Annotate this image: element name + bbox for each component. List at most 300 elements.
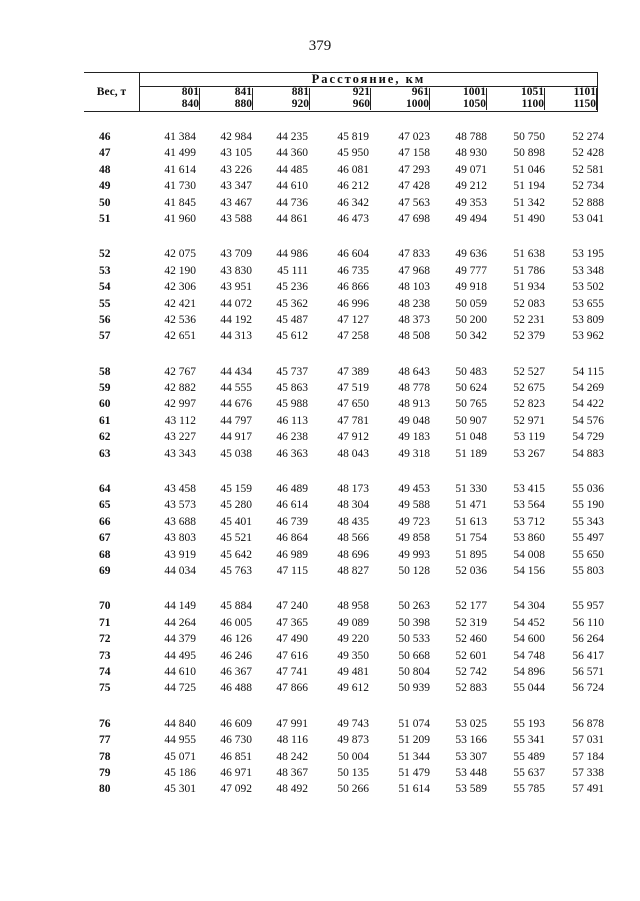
value-cell: 47 258: [337, 330, 369, 343]
value-cell: 52 527: [513, 365, 545, 378]
value-cell: 43 458: [164, 483, 196, 496]
weight-cell: 77: [99, 734, 111, 747]
range-to: 920: [291, 98, 309, 110]
value-cell: 49 993: [398, 548, 430, 561]
range-to: 1150: [573, 98, 596, 110]
value-cell: 49 636: [455, 248, 487, 261]
value-cell: 53 962: [572, 330, 604, 343]
value-cell: 47 092: [220, 783, 252, 796]
value-cell: 45 642: [220, 548, 252, 561]
page-number: 379: [308, 38, 332, 54]
value-cell: 46 996: [337, 297, 369, 310]
value-cell: 47 293: [398, 163, 430, 176]
weight-cell: 65: [99, 499, 111, 512]
table-row: [84, 598, 604, 614]
value-cell: 44 072: [220, 297, 252, 310]
value-cell: 49 777: [455, 264, 487, 277]
value-cell: 54 156: [513, 564, 545, 577]
value-cell: 54 008: [513, 548, 545, 561]
table-row: [84, 547, 604, 563]
value-cell: 52 177: [455, 600, 487, 613]
weight-cell: 46: [99, 131, 111, 143]
distance-range-header: [545, 86, 597, 111]
value-cell: 50 135: [337, 766, 369, 779]
distance-range-header: [430, 86, 487, 111]
value-cell: 50 939: [398, 682, 430, 695]
value-cell: 52 888: [572, 196, 604, 209]
table-row: [84, 380, 604, 396]
value-cell: 50 263: [398, 600, 430, 613]
value-cell: 45 612: [276, 330, 308, 343]
range-to: 1100: [521, 98, 544, 110]
distance-range-header: [139, 86, 200, 111]
value-cell: 44 313: [220, 330, 252, 343]
range-from: 841: [234, 86, 252, 98]
value-cell: 46 489: [276, 483, 308, 496]
value-cell: 53 655: [572, 297, 604, 310]
value-cell: 43 919: [164, 548, 196, 561]
value-cell: 55 957: [572, 600, 604, 613]
value-cell: 46 971: [220, 766, 252, 779]
distance-range-header: [253, 86, 310, 111]
value-cell: 43 105: [220, 147, 252, 160]
value-cell: 48 367: [276, 766, 308, 779]
value-cell: 49 612: [337, 682, 369, 695]
value-cell: 42 306: [164, 281, 196, 294]
value-cell: 47 389: [337, 365, 369, 378]
value-cell: 41 845: [164, 196, 196, 209]
value-cell: 48 435: [337, 515, 369, 528]
value-cell: 54 115: [572, 365, 604, 378]
table-row: [84, 178, 604, 194]
value-cell: 50 004: [337, 750, 369, 763]
value-cell: 45 236: [276, 281, 308, 294]
value-cell: 46 342: [337, 196, 369, 209]
value-cell: 52 675: [513, 382, 545, 395]
value-cell: 43 226: [220, 163, 252, 176]
table-row: [84, 279, 604, 295]
value-cell: 50 483: [455, 365, 487, 378]
value-cell: 46 609: [220, 717, 252, 730]
value-cell: 48 043: [337, 447, 369, 460]
value-cell: 49 588: [398, 499, 430, 512]
value-cell: 52 274: [572, 131, 604, 143]
table-row: [84, 615, 604, 631]
table-row: [84, 413, 604, 429]
value-cell: 45 111: [277, 264, 308, 277]
value-cell: 53 041: [572, 212, 604, 225]
value-cell: 43 112: [164, 414, 196, 427]
value-cell: 51 934: [513, 281, 545, 294]
value-cell: 47 115: [276, 564, 308, 577]
weight-header: Вес, т: [96, 86, 127, 98]
value-cell: 54 422: [572, 398, 604, 411]
value-cell: 55 497: [572, 532, 604, 545]
value-cell: 45 038: [220, 447, 252, 460]
value-cell: 50 266: [337, 783, 369, 796]
weight-cell: 58: [99, 365, 111, 378]
value-cell: 47 519: [337, 382, 369, 395]
value-cell: 51 490: [513, 212, 545, 225]
value-cell: 54 883: [572, 447, 604, 460]
value-cell: 54 729: [572, 431, 604, 444]
value-cell: 47 912: [337, 431, 369, 444]
value-cell: 57 031: [572, 734, 604, 747]
table-row: [84, 162, 604, 178]
table-row: [84, 664, 604, 680]
table-row: [84, 145, 604, 161]
value-cell: 47 365: [276, 616, 308, 629]
value-cell: 47 866: [276, 682, 308, 695]
row-group: [84, 481, 604, 579]
value-cell: 44 986: [276, 248, 308, 261]
value-cell: 44 676: [220, 398, 252, 411]
value-cell: 44 149: [164, 600, 196, 613]
value-cell: 46 614: [276, 499, 308, 512]
range-from: 801: [181, 86, 199, 98]
value-cell: 48 566: [337, 532, 369, 545]
value-cell: 54 748: [513, 649, 545, 662]
value-cell: 46 126: [220, 633, 252, 646]
value-cell: 53 448: [455, 766, 487, 779]
table-row: [84, 246, 604, 262]
value-cell: 46 113: [276, 414, 308, 427]
value-cell: 47 698: [398, 212, 430, 225]
value-cell: 47 023: [398, 131, 430, 143]
value-cell: 44 797: [220, 414, 252, 427]
value-cell: 51 209: [398, 734, 430, 747]
value-cell: 53 809: [572, 313, 604, 326]
weight-cell: 73: [99, 649, 111, 662]
value-cell: 47 650: [337, 398, 369, 411]
value-cell: 52 428: [572, 147, 604, 160]
value-cell: 54 304: [513, 600, 545, 613]
weight-cell: 74: [99, 665, 111, 678]
value-cell: 46 730: [220, 734, 252, 747]
value-cell: 53 166: [455, 734, 487, 747]
value-cell: 45 863: [276, 382, 308, 395]
value-cell: 50 898: [513, 147, 545, 160]
value-cell: 51 895: [455, 548, 487, 561]
header-bottom-rule: [84, 111, 598, 112]
value-cell: 56 724: [572, 682, 604, 695]
value-cell: 49 723: [398, 515, 430, 528]
value-cell: 50 342: [455, 330, 487, 343]
value-cell: 43 803: [164, 532, 196, 545]
weight-cell: 54: [99, 281, 111, 294]
value-cell: 49 494: [455, 212, 487, 225]
value-cell: 50 533: [398, 633, 430, 646]
value-cell: 44 235: [276, 131, 308, 143]
weight-cell: 61: [99, 414, 111, 427]
value-cell: 56 110: [572, 616, 604, 629]
range-from: 961: [411, 86, 429, 98]
value-cell: 41 960: [164, 212, 196, 225]
value-cell: 56 571: [572, 665, 604, 678]
value-cell: 51 046: [513, 163, 545, 176]
value-cell: 45 737: [276, 365, 308, 378]
value-cell: 50 059: [455, 297, 487, 310]
weight-cell: 75: [99, 682, 111, 695]
value-cell: 42 997: [164, 398, 196, 411]
value-cell: 44 725: [164, 682, 196, 695]
value-cell: 55 785: [513, 783, 545, 796]
weight-cell: 70: [99, 600, 111, 613]
weight-cell: 53: [99, 264, 111, 277]
value-cell: 55 193: [513, 717, 545, 730]
value-cell: 47 127: [337, 313, 369, 326]
value-cell: 50 624: [455, 382, 487, 395]
value-cell: 45 301: [164, 783, 196, 796]
value-cell: 41 499: [164, 147, 196, 160]
value-cell: 44 555: [220, 382, 252, 395]
weight-cell: 50: [99, 196, 111, 209]
value-cell: 52 734: [572, 180, 604, 193]
value-cell: 53 195: [572, 248, 604, 261]
value-cell: 44 034: [164, 564, 196, 577]
table-body: [84, 129, 604, 817]
value-cell: 45 819: [337, 131, 369, 143]
value-cell: 53 712: [513, 515, 545, 528]
value-cell: 48 492: [276, 783, 308, 796]
table-row: [84, 195, 604, 211]
value-cell: 47 991: [276, 717, 308, 730]
value-cell: 53 589: [455, 783, 487, 796]
weight-cell: 59: [99, 382, 111, 395]
value-cell: 50 200: [455, 313, 487, 326]
value-cell: 51 786: [513, 264, 545, 277]
value-cell: 57 184: [572, 750, 604, 763]
value-cell: 49 220: [337, 633, 369, 646]
value-cell: 47 158: [398, 147, 430, 160]
value-cell: 48 238: [398, 297, 430, 310]
value-cell: 51 754: [455, 532, 487, 545]
value-cell: 45 763: [220, 564, 252, 577]
value-cell: 42 075: [164, 248, 196, 261]
weight-cell: 80: [99, 783, 111, 796]
value-cell: 55 036: [572, 483, 604, 496]
value-cell: 54 600: [513, 633, 545, 646]
weight-cell: 68: [99, 548, 111, 561]
value-cell: 55 343: [572, 515, 604, 528]
range-to: 840: [181, 98, 199, 110]
value-cell: 50 804: [398, 665, 430, 678]
value-cell: 43 573: [164, 499, 196, 512]
weight-cell: 56: [99, 313, 111, 326]
value-cell: 43 951: [220, 281, 252, 294]
table-row: [84, 312, 604, 328]
value-cell: 55 650: [572, 548, 604, 561]
value-cell: 46 005: [220, 616, 252, 629]
range-from: 921: [352, 86, 370, 98]
value-cell: 43 343: [164, 447, 196, 460]
distance-range-header: [487, 86, 545, 111]
table-row: [84, 129, 604, 145]
value-cell: 45 186: [164, 766, 196, 779]
value-cell: 55 341: [513, 734, 545, 747]
value-cell: 55 190: [572, 499, 604, 512]
value-cell: 44 434: [220, 365, 252, 378]
value-cell: 43 588: [220, 212, 252, 225]
value-cell: 45 071: [164, 750, 196, 763]
value-cell: 44 861: [276, 212, 308, 225]
range-to: 960: [352, 98, 370, 110]
value-cell: 42 767: [164, 365, 196, 378]
row-group: [84, 246, 604, 344]
table-row: [84, 263, 604, 279]
value-cell: 49 071: [455, 163, 487, 176]
value-cell: 44 610: [164, 665, 196, 678]
value-cell: 51 613: [455, 515, 487, 528]
value-cell: 48 242: [276, 750, 308, 763]
value-cell: 44 917: [220, 431, 252, 444]
distance-header: Расстояние, км: [311, 72, 426, 86]
value-cell: 56 264: [572, 633, 604, 646]
value-cell: 54 896: [513, 665, 545, 678]
value-cell: 56 878: [572, 717, 604, 730]
value-cell: 46 367: [220, 665, 252, 678]
value-cell: 48 373: [398, 313, 430, 326]
table-row: [84, 716, 604, 732]
value-cell: 54 269: [572, 382, 604, 395]
value-cell: 42 984: [220, 131, 252, 143]
table-row: [84, 211, 604, 227]
value-cell: 46 081: [337, 163, 369, 176]
value-cell: 49 453: [398, 483, 430, 496]
value-cell: 43 709: [220, 248, 252, 261]
value-cell: 47 781: [337, 414, 369, 427]
table-row: [84, 514, 604, 530]
range-from: 1101: [573, 86, 596, 98]
value-cell: 47 490: [276, 633, 308, 646]
value-cell: 44 192: [220, 313, 252, 326]
value-cell: 51 189: [455, 447, 487, 460]
value-cell: 43 830: [220, 264, 252, 277]
value-cell: 49 212: [455, 180, 487, 193]
value-cell: 45 487: [276, 313, 308, 326]
value-cell: 57 491: [572, 783, 604, 796]
value-cell: 44 485: [276, 163, 308, 176]
value-cell: 52 379: [513, 330, 545, 343]
value-cell: 49 350: [337, 649, 369, 662]
value-cell: 45 401: [220, 515, 252, 528]
value-cell: 47 616: [276, 649, 308, 662]
value-cell: 44 736: [276, 196, 308, 209]
value-cell: 51 194: [513, 180, 545, 193]
value-cell: 55 637: [513, 766, 545, 779]
value-cell: 48 827: [337, 564, 369, 577]
value-cell: 44 610: [276, 180, 308, 193]
value-cell: 46 246: [220, 649, 252, 662]
value-cell: 55 803: [572, 564, 604, 577]
value-cell: 49 048: [398, 414, 430, 427]
range-to: 880: [234, 98, 252, 110]
value-cell: 46 864: [276, 532, 308, 545]
table-row: [84, 749, 604, 765]
weight-cell: 47: [99, 147, 111, 160]
weight-cell: 71: [99, 616, 111, 629]
value-cell: 42 882: [164, 382, 196, 395]
weight-cell: 49: [99, 180, 111, 193]
value-cell: 51 074: [398, 717, 430, 730]
value-cell: 51 342: [513, 196, 545, 209]
value-cell: 55 044: [513, 682, 545, 695]
value-cell: 49 353: [455, 196, 487, 209]
value-cell: 52 883: [455, 682, 487, 695]
value-cell: 48 304: [337, 499, 369, 512]
value-cell: 53 564: [513, 499, 545, 512]
value-cell: 46 866: [337, 281, 369, 294]
weight-cell: 48: [99, 163, 111, 176]
value-cell: 46 739: [276, 515, 308, 528]
value-cell: 45 884: [220, 600, 252, 613]
value-cell: 48 116: [276, 734, 308, 747]
value-cell: 47 833: [398, 248, 430, 261]
value-cell: 47 968: [398, 264, 430, 277]
value-cell: 44 955: [164, 734, 196, 747]
value-cell: 46 363: [276, 447, 308, 460]
table-row: [84, 781, 604, 797]
value-cell: 45 950: [337, 147, 369, 160]
value-cell: 50 765: [455, 398, 487, 411]
value-cell: 53 860: [513, 532, 545, 545]
value-cell: 53 267: [513, 447, 545, 460]
value-cell: 52 601: [455, 649, 487, 662]
value-cell: 50 398: [398, 616, 430, 629]
value-cell: 46 473: [337, 212, 369, 225]
weight-cell: 57: [99, 330, 111, 343]
value-cell: 43 227: [164, 431, 196, 444]
distance-range-header: [310, 86, 371, 111]
range-from: 1051: [521, 86, 544, 98]
value-cell: 56 417: [572, 649, 604, 662]
value-cell: 42 651: [164, 330, 196, 343]
range-to: 1000: [406, 98, 429, 110]
value-cell: 46 238: [276, 431, 308, 444]
value-cell: 53 502: [572, 281, 604, 294]
table-row: [84, 732, 604, 748]
table-row: [84, 563, 604, 579]
value-cell: 50 907: [455, 414, 487, 427]
value-cell: 44 379: [164, 633, 196, 646]
value-cell: 52 971: [513, 414, 545, 427]
value-cell: 47 741: [276, 665, 308, 678]
value-cell: 46 488: [220, 682, 252, 695]
value-cell: 48 788: [455, 131, 487, 143]
weight-cell: 60: [99, 398, 111, 411]
value-cell: 48 913: [398, 398, 430, 411]
value-cell: 44 264: [164, 616, 196, 629]
value-cell: 51 344: [398, 750, 430, 763]
value-cell: 48 958: [337, 600, 369, 613]
value-cell: 45 988: [276, 398, 308, 411]
distance-range-header: [371, 86, 430, 111]
value-cell: 47 563: [398, 196, 430, 209]
value-cell: 49 183: [398, 431, 430, 444]
value-cell: 45 159: [220, 483, 252, 496]
weight-cell: 76: [99, 717, 111, 730]
weight-cell: 78: [99, 750, 111, 763]
value-cell: 43 688: [164, 515, 196, 528]
table-row: [84, 631, 604, 647]
weight-cell: 52: [99, 248, 111, 261]
range-from: 881: [291, 86, 309, 98]
value-cell: 47 240: [276, 600, 308, 613]
value-cell: 48 173: [337, 483, 369, 496]
value-cell: 45 362: [276, 297, 308, 310]
weight-cell: 66: [99, 515, 111, 528]
value-cell: 55 489: [513, 750, 545, 763]
